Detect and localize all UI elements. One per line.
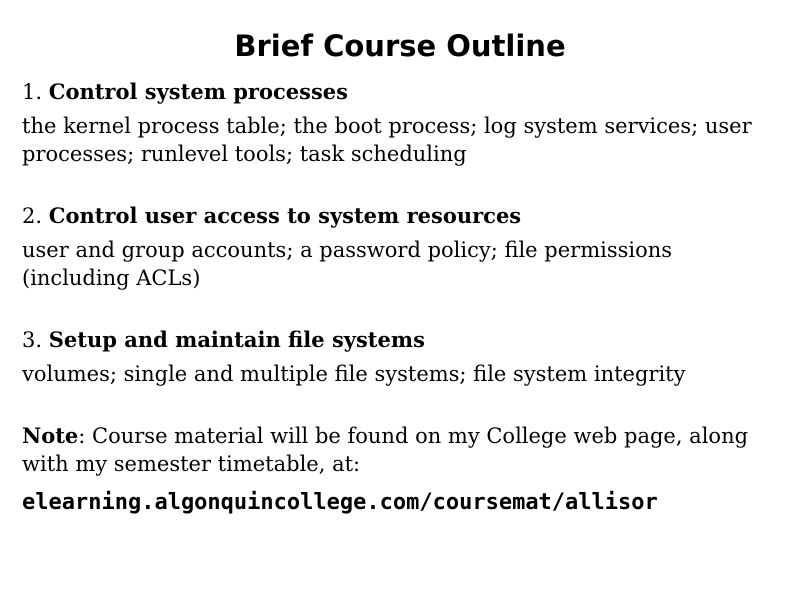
outline-item-description: the kernel process table; the boot process; log system services; user processes; runlevel tools; task scheduling — [22, 114, 752, 166]
outline-item-2 — [22, 202, 782, 292]
course-material-url: elearning.algonquincollege.com/coursemat/allisor — [22, 490, 658, 515]
outline-item-number: 2. — [22, 204, 43, 228]
outline-item-heading — [22, 202, 782, 230]
slide-title: Brief Course Outline — [234, 29, 566, 63]
course-note — [22, 422, 782, 478]
outline-item-title: Setup and maintain file systems — [48, 327, 425, 352]
outline-item-heading — [22, 326, 782, 354]
outline-item-heading — [22, 78, 782, 106]
outline-item-3 — [22, 326, 782, 388]
note-text: Course material will be found on my College web page, along with my semester timetable, at: — [22, 424, 749, 476]
outline-item-number: 3. — [22, 328, 43, 352]
outline-item-number: 1. — [22, 80, 43, 104]
note-separator: : — [78, 424, 86, 448]
slide-content — [22, 78, 782, 518]
outline-item-description: user and group accounts; a password policy; file permissions (including ACLs) — [22, 238, 673, 290]
note-label: Note — [22, 423, 79, 448]
outline-item-title: Control system processes — [48, 79, 348, 104]
outline-item-title: Control user access to system resources — [48, 203, 522, 228]
outline-item-description: volumes; single and multiple file systems; file system integrity — [22, 362, 686, 386]
outline-item-1 — [22, 78, 782, 168]
